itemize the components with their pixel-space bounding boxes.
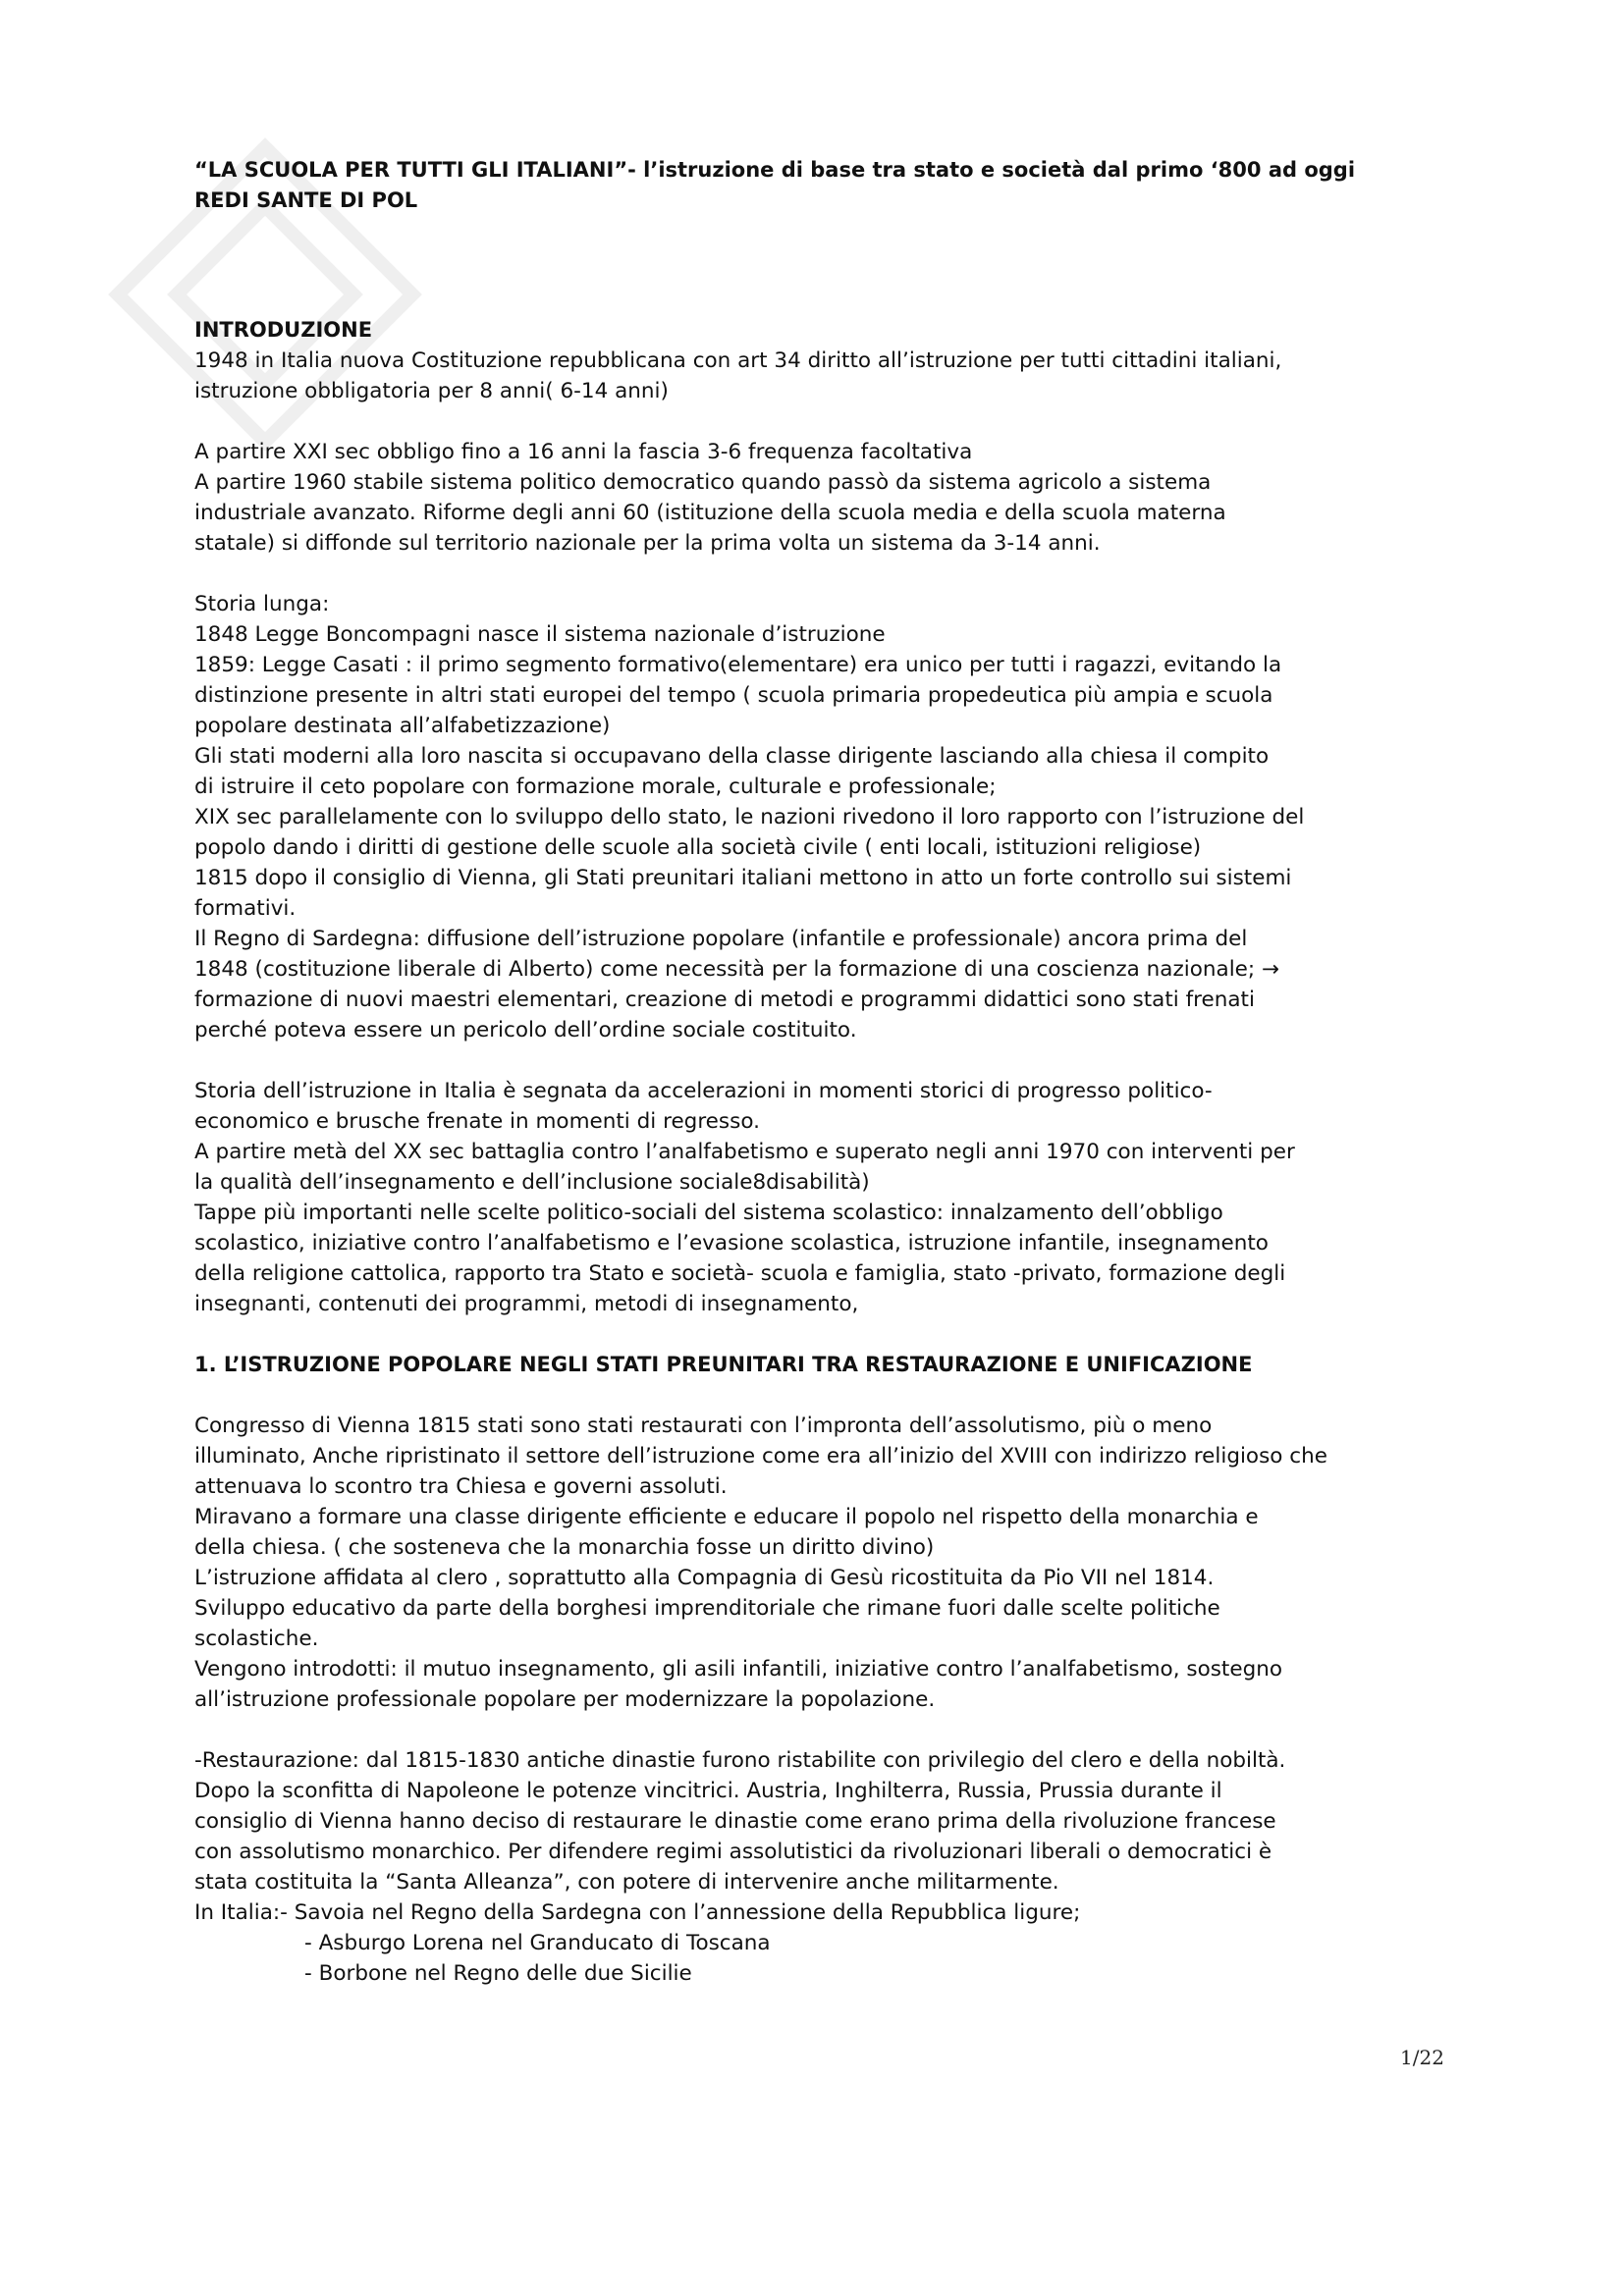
document-authors: REDI SANTE DI POL	[194, 188, 418, 212]
text-line: perché poteva essere un pericolo dell’ordine sociale costituito.	[194, 1018, 857, 1042]
paragraph-gap	[194, 1045, 1441, 1076]
text-line: popolo dando i diritti di gestione delle scuole alla società civile ( enti locali, istituzioni religiose)	[194, 835, 1202, 860]
document-title: “LA SCUOLA PER TUTTI GLI ITALIANI”- l’istruzione di base tra stato e società dal primo ‘800 ad oggi	[194, 158, 1356, 182]
text-line: Miravano a formare una classe dirigente efficiente e educare il popolo nel rispetto della monarchia e	[194, 1505, 1259, 1529]
text-line: la qualità dell’insegnamento e dell’inclusione sociale8disabilità)	[194, 1170, 870, 1195]
text-line: economico e brusche frenate in momenti di regresso.	[194, 1109, 760, 1134]
page-number: 1/22	[1400, 2046, 1444, 2069]
text-line: Storia dell’istruzione in Italia è segnata da accelerazioni in momenti storici di progresso politico-	[194, 1079, 1213, 1103]
text-line: 1948 in Italia nuova Costituzione repubblicana con art 34 diritto all’istruzione per tutti cittadini italiani,	[194, 348, 1282, 373]
text-line: 1848 (costituzione liberale di Alberto) come necessità per la formazione di una coscienza nazionale; →	[194, 957, 1279, 982]
text-line: 1848 Legge Boncompagni nasce il sistema nazionale d’istruzione	[194, 622, 886, 647]
text-line: consiglio di Vienna hanno deciso di restaurare le dinastie come erano prima della rivoluzione francese	[194, 1809, 1276, 1834]
text-line: della chiesa. ( che sosteneva che la monarchia fosse un diritto divino)	[194, 1535, 935, 1560]
text-line: istruzione obbligatoria per 8 anni( 6-14 anni)	[194, 379, 669, 403]
text-line: Gli stati moderni alla loro nascita si occupavano della classe dirigente lasciando alla chiesa il compito	[194, 744, 1270, 769]
text-line: con assolutismo monarchico. Per difendere regimi assolutistici da rivoluzionari liberali o democratici è	[194, 1840, 1272, 1864]
text-line: Il Regno di Sardegna: diffusione dell’istruzione popolare (infantile e professionale) ancora prima del	[194, 927, 1248, 951]
text-line: statale) si diffonde sul territorio nazionale per la prima volta un sistema da 3-14 anni.	[194, 531, 1101, 556]
intro-heading: INTRODUZIONE	[194, 318, 373, 342]
text-line: Tappe più importanti nelle scelte politico-sociali del sistema scolastico: innalzamento dell’obbligo	[194, 1201, 1223, 1225]
text-line: della religione cattolica, rapporto tra Stato e società- scuola e famiglia, stato -privato, formazione degli	[194, 1261, 1286, 1286]
text-line: illuminato, Anche ripristinato il settore dell’istruzione come era all’inizio del XVIII con indirizzo religioso che	[194, 1444, 1327, 1468]
paragraph-gap	[194, 406, 1441, 437]
text-line: Sviluppo educativo da parte della borghesi imprenditoriale che rimane fuori dalle scelte politiche	[194, 1596, 1220, 1621]
text-line: Dopo la sconfitta di Napoleone le potenze vincitrici. Austria, Inghilterra, Russia, Prussia durante il	[194, 1779, 1222, 1803]
list-item: - Borbone nel Regno delle due Sicilie	[304, 1961, 692, 1986]
paragraph-gap	[194, 559, 1441, 589]
text-line: industriale avanzato. Riforme degli anni 60 (istituzione della scuola media e della scuola materna	[194, 501, 1226, 525]
text-line: In Italia:- Savoia nel Regno della Sardegna con l’annessione della Repubblica ligure;	[194, 1900, 1081, 1925]
text-line: 1859: Legge Casati : il primo segmento formativo(elementare) era unico per tutti i ragazzi, evitando la	[194, 653, 1282, 677]
list-item: - Asburgo Lorena nel Granducato di Toscana	[304, 1931, 771, 1955]
text-line: Vengono introdotti: il mutuo insegnamento, gli asili infantili, iniziative contro l’analfabetismo, sostegno	[194, 1657, 1283, 1682]
text-line: L’istruzione affidata al clero , soprattutto alla Compagnia di Gesù ricostituita da Pio VII nel 1814.	[194, 1566, 1215, 1590]
text-line: XIX sec parallelamente con lo sviluppo dello stato, le nazioni rivedono il loro rapporto con l’istruzione del	[194, 805, 1305, 829]
text-line: all’istruzione professionale popolare per modernizzare la popolazione.	[194, 1687, 936, 1712]
text-line: Storia lunga:	[194, 592, 330, 616]
intro-body	[194, 346, 1441, 1319]
text-line: distinzione presente in altri stati europei del tempo ( scuola primaria propedeutica più ampia e scuola	[194, 683, 1273, 708]
paragraph-gap	[194, 1715, 1441, 1745]
text-line: di istruire il ceto popolare con formazione morale, culturale e professionale;	[194, 774, 997, 799]
text-line: -Restaurazione: dal 1815-1830 antiche dinastie furono ristabilite con privilegio del clero e della nobiltà.	[194, 1748, 1286, 1773]
document-page	[194, 155, 1441, 1989]
text-line: stata costituita la “Santa Alleanza”, con potere di intervenire anche militarmente.	[194, 1870, 1059, 1895]
text-line: Congresso di Vienna 1815 stati sono stati restaurati con l’impronta dell’assolutismo, più o meno	[194, 1414, 1213, 1438]
text-line: 1815 dopo il consiglio di Vienna, gli Stati preunitari italiani mettono in atto un forte controllo sui sistemi	[194, 866, 1292, 890]
text-line: scolastiche.	[194, 1627, 319, 1651]
text-line: A partire metà del XX sec battaglia contro l’analfabetismo e superato negli anni 1970 con interventi per	[194, 1140, 1295, 1164]
text-line: A partire 1960 stabile sistema politico democratico quando passò da sistema agricolo a sistema	[194, 470, 1212, 495]
text-line: A partire XXI sec obbligo fino a 16 anni la fascia 3-6 frequenza facoltativa	[194, 440, 973, 464]
text-line: scolastico, iniziative contro l’analfabetismo e l’evasione scolastica, istruzione infantile, insegnamento	[194, 1231, 1269, 1255]
section1-heading: 1. L’ISTRUZIONE POPOLARE NEGLI STATI PREUNITARI TRA RESTAURAZIONE E UNIFICAZIONE	[194, 1353, 1253, 1376]
text-line: insegnanti, contenuti dei programmi, metodi di insegnamento,	[194, 1292, 859, 1316]
text-line: popolare destinata all’alfabetizzazione)	[194, 714, 611, 738]
text-line: attenuava lo scontro tra Chiesa e governi assoluti.	[194, 1474, 728, 1499]
text-line: formativi.	[194, 896, 297, 921]
text-line: formazione di nuovi maestri elementari, creazione di metodi e programmi didattici sono stati frenati	[194, 988, 1255, 1012]
section1-body	[194, 1411, 1441, 1928]
section1-indented-list	[194, 1928, 1441, 1989]
